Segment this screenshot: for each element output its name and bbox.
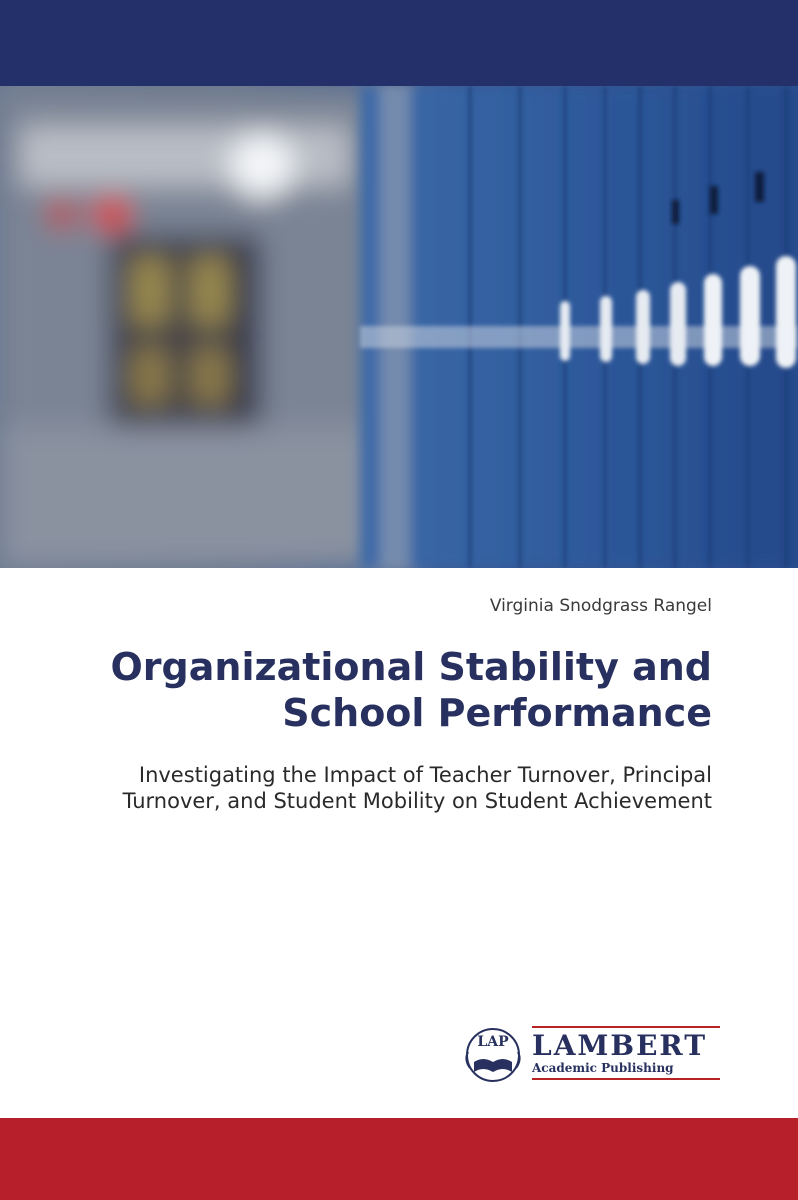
cover-photo-lockers — [0, 86, 798, 568]
top-color-band — [0, 0, 798, 86]
publisher-tagline: Academic Publishing — [532, 1061, 674, 1075]
publisher-name: LAMBERT — [532, 1029, 708, 1062]
book-subtitle: Investigating the Impact of Teacher Turnover, Principal Turnover, and Student Mobility on Student Achievement — [122, 763, 712, 813]
publisher-wordmark — [532, 1026, 720, 1080]
lap-seal-text: LAP — [477, 1034, 509, 1050]
publisher-logo — [460, 1022, 722, 1084]
lap-seal-icon — [460, 1022, 526, 1084]
author-name: Virginia Snodgrass Rangel — [489, 596, 712, 616]
bottom-color-band — [0, 1118, 798, 1200]
book-title: Organizational Stability and School Performance — [110, 645, 712, 735]
